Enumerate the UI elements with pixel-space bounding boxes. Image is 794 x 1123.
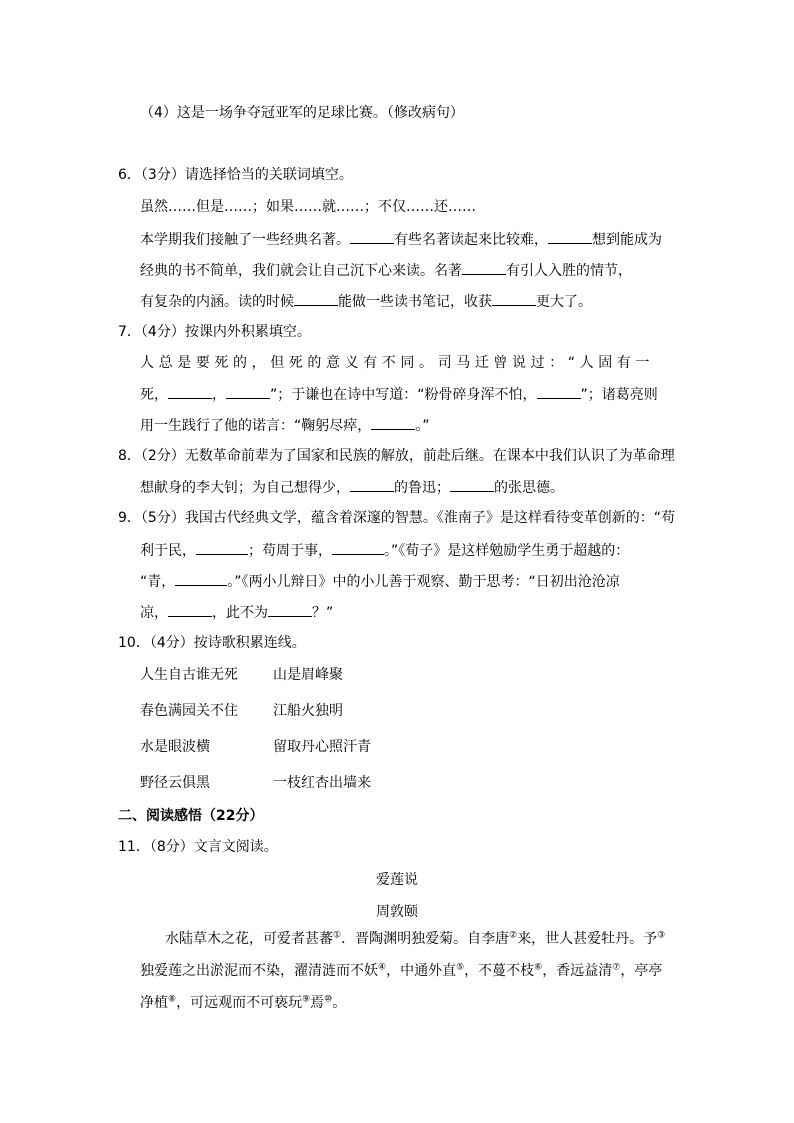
text: ， [212, 387, 226, 403]
footnote-marker: ② [509, 930, 518, 941]
q6-heading: 6．（3分）请选择恰当的关联词填空。 [118, 167, 353, 183]
answer-blank[interactable] [168, 384, 212, 399]
text: 能做一些读书笔记，收获 [338, 294, 492, 310]
footnote-marker: ③ [657, 930, 666, 941]
q10-heading: 10．（4分）按诗歌积累连线。 [118, 635, 306, 651]
footnote-marker: ④ [378, 962, 387, 973]
passage-line3 [140, 993, 346, 1013]
q9-line4 [140, 602, 333, 623]
q7-heading: 7．（4分）按课内外积累填空。 [118, 324, 311, 340]
answer-blank[interactable] [168, 602, 212, 617]
text: 利于民， [140, 543, 196, 559]
text: 。 [332, 995, 347, 1011]
q8-line2 [140, 477, 564, 498]
q6-options: 虽然……但是……；如果……就……；不仅……还…… [140, 199, 476, 215]
answer-blank[interactable] [196, 540, 248, 555]
text: 有引人入胜的情节， [506, 263, 632, 279]
match-right-item[interactable]: 一枝红杏出墙来 [273, 775, 371, 791]
text: 净植 [140, 995, 168, 1011]
text: ，中通外直 [386, 963, 457, 979]
answer-blank[interactable] [332, 540, 384, 555]
answer-blank[interactable] [492, 291, 536, 306]
q8-heading: 8．（2分）无数革命前辈为了国家和民族的解放，前赴后继。在课本中我们认识了为革命理 [118, 448, 675, 464]
passage-line1 [165, 929, 665, 949]
footnote-marker: ⑧ [168, 994, 177, 1005]
match-right-item[interactable]: 留取丹心照汗青 [273, 739, 371, 755]
text: ，可远观而不可亵玩 [176, 995, 303, 1011]
text: 独爱莲之出淤泥而不染，濯清涟而不妖 [140, 963, 378, 979]
text: 更大了。 [536, 294, 592, 310]
match-right-item[interactable]: 江船火独明 [273, 703, 343, 719]
answer-blank[interactable] [462, 260, 506, 275]
match-left-item[interactable]: 水是眼波横 [140, 739, 210, 755]
text: 的鲁迅； [394, 480, 450, 496]
footnote-marker: ⑤ [456, 962, 465, 973]
text: ”；诸葛亮则 [580, 387, 658, 403]
q6-line1 [140, 229, 662, 250]
text: ，香远益清 [542, 963, 613, 979]
text: 的张思德。 [494, 480, 564, 496]
footnote-marker: ① [333, 930, 342, 941]
answer-blank[interactable] [268, 602, 312, 617]
answer-blank[interactable] [350, 229, 394, 244]
answer-blank[interactable] [450, 477, 494, 492]
text: ，不蔓不枝 [464, 963, 535, 979]
footnote-marker: ⑦ [612, 962, 621, 973]
answer-blank[interactable] [371, 415, 415, 430]
text: 。”《两小儿辩日》中的小儿善于观察、勤于思考：“日初出沧沧凉 [227, 574, 620, 590]
text: ．晋陶渊明独爱菊。自李唐 [341, 931, 510, 947]
section-heading: 二、阅读感悟（22分） [118, 808, 264, 824]
footnote-marker: ⑨ [302, 994, 311, 1005]
text: 死， [140, 387, 168, 403]
text: 。” [415, 418, 430, 434]
text: 水陆草木之花，可爱者甚蕃 [165, 931, 333, 947]
match-left-item[interactable]: 人生自古谁无死 [140, 667, 238, 683]
text: 焉 [310, 995, 325, 1011]
q7-line1: 人总是要死的，但死的意义有不同。司马迁曾说过：“人固有一 [140, 355, 655, 371]
text: 本学期我们接触了一些经典名著。 [140, 232, 350, 248]
q11-heading: 11．（8分）文言文阅读。 [118, 839, 278, 855]
text: 想到能成为 [592, 232, 662, 248]
match-right-item[interactable]: 山是眉峰聚 [273, 667, 343, 683]
text: ，亭亭 [620, 963, 663, 979]
answer-blank[interactable] [226, 384, 270, 399]
answer-blank[interactable] [294, 291, 338, 306]
text: 想献身的李大钊；为自己想得少， [140, 480, 350, 496]
q9-heading: 9．（5分）我国古代经典文学，蕴含着深邃的智慧。《淮南子》是这样看待变革创新的：“苟 [118, 510, 676, 526]
passage-author: 周敦颐 [376, 904, 418, 920]
text: ，此不为 [212, 605, 268, 621]
text: 经典的书不简单，我们就会让自己沉下心来读。名著 [140, 263, 462, 279]
text: 凉， [140, 605, 168, 621]
text: “青， [140, 574, 176, 590]
q7-line2 [140, 384, 658, 405]
footnote-marker: ⑥ [534, 962, 543, 973]
text: ；苟周于事， [248, 543, 332, 559]
text: 有复杂的内涵。读的时候 [140, 294, 294, 310]
q9-line2 [140, 540, 629, 561]
text: 用一生践行了他的诺言：“鞠躬尽瘁， [140, 418, 372, 434]
answer-blank[interactable] [350, 477, 394, 492]
q9-line3 [140, 571, 620, 592]
passage-title: 爱莲说 [376, 872, 418, 888]
match-left-item[interactable]: 野径云俱黑 [140, 775, 210, 791]
footnote-marker: ⑩ [324, 994, 333, 1005]
match-left-item[interactable]: 春色满园关不住 [140, 703, 238, 719]
q6-line3 [140, 291, 592, 312]
text: ？” [312, 605, 334, 621]
text: 。”《荀子》是这样勉励学生勇于超越的： [384, 543, 630, 559]
answer-blank[interactable] [175, 571, 227, 586]
answer-blank[interactable] [537, 384, 581, 399]
text: 来，世人甚爱牡丹。予 [517, 931, 658, 947]
answer-blank[interactable] [548, 229, 592, 244]
q7-line3 [140, 415, 430, 436]
text: ”；于谦也在诗中写道：“粉骨碎身浑不怕， [270, 387, 537, 403]
q5-sub4: （4）这是一场争夺冠亚军的足球比赛。（修改病句） [140, 105, 464, 121]
text: 有些名著读起来比较难， [394, 232, 548, 248]
passage-line2 [140, 961, 662, 981]
q6-line2 [140, 260, 632, 281]
